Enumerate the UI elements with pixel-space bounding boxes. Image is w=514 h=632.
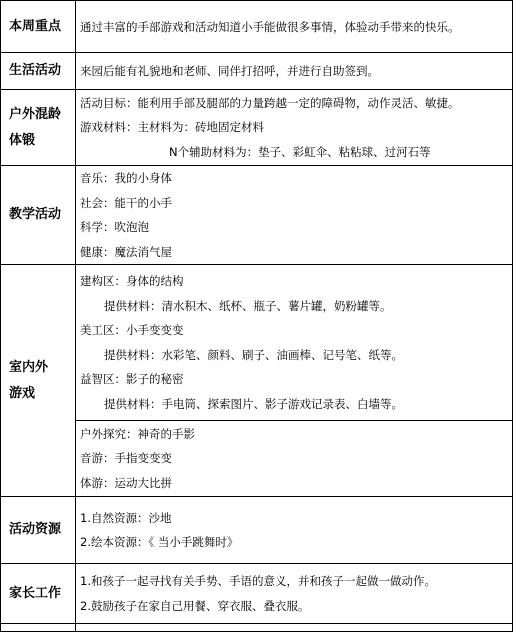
resource-item: 1.自然资源：沙地	[80, 510, 172, 525]
outdoor-label-line-1: 户外混龄	[9, 106, 62, 122]
outdoor-row	[1, 90, 513, 166]
build-materials: 提供材料：清水积木、纸杯、瓶子、薯片罐，奶粉罐等。	[104, 298, 392, 313]
resource-item: 2.绘本资源：《 当小手跳舞时》	[80, 535, 239, 549]
teaching-item: 音乐：我的小身体	[80, 171, 172, 185]
focus-row	[1, 1, 513, 53]
outdoor-materials-main: 游戏材料：主材料为：砖地固定材料	[80, 120, 264, 135]
outdoor-materials-aux: N个辅助材料为：垫子、彩虹伞、粘粘球、过河石等	[169, 144, 431, 159]
resources-row	[1, 497, 513, 564]
puzzle-area: 益智区：影子的秘密	[80, 372, 184, 386]
games-label-line-1: 室内外	[9, 359, 49, 375]
parents-item: 2.鼓励孩子在家自己用餐、穿衣服、叠衣服。	[80, 598, 310, 613]
games-label	[1, 265, 76, 497]
art-area: 美工区：小手变变变	[80, 323, 184, 337]
puzzle-materials: 提供材料：手电筒、探索图片、影子游戏记录表、白墙等。	[104, 396, 403, 411]
parents-item: 1.和孩子一起寻找有关手势、手语的意义，并和孩子一起做一做动作。	[80, 574, 436, 588]
life-row	[1, 53, 513, 90]
parents-row	[1, 564, 513, 624]
teaching-item: 社会：能干的小手	[80, 195, 172, 210]
teaching-item: 科学：吹泡泡	[80, 220, 149, 234]
sports-game: 体游：运动大比拼	[80, 475, 172, 490]
games-outdoor-row	[1, 421, 513, 497]
focus-text: 通过丰富的手部游戏和活动知道小手能做很多事情，体验动手带来的快乐。	[80, 19, 460, 34]
parents-label: 家长工作	[1, 564, 76, 624]
focus-label: 本周重点	[1, 1, 76, 53]
outdoor-label	[1, 90, 76, 166]
teaching-label: 教学活动	[1, 166, 76, 265]
games-indoor-row	[1, 265, 513, 421]
outdoor-label-line-2: 体锻	[9, 132, 36, 148]
build-area: 建构区：身体的结构	[80, 274, 184, 288]
outdoor-explore: 户外探究：神奇的手影	[80, 426, 195, 441]
outdoor-goal: 活动目标：能利用手部及腿部的力量跨越一定的障碍物，动作灵活、敏捷。	[80, 95, 460, 110]
games-label-line-2: 游戏	[9, 385, 36, 401]
life-text: 来园后能有礼貌地和老师、同伴打招呼，并进行自助签到。	[80, 63, 379, 78]
next-row-partial	[1, 624, 513, 632]
music-game: 音游：手指变变变	[80, 451, 172, 466]
art-materials: 提供材料：水彩笔、颜料、刷子、油画棒、记号笔、纸等。	[104, 347, 403, 362]
teaching-item: 健康：魔法消气屋	[80, 244, 172, 259]
life-label: 生活活动	[1, 53, 76, 90]
teaching-row	[1, 166, 513, 265]
resources-label: 活动资源	[1, 497, 76, 564]
